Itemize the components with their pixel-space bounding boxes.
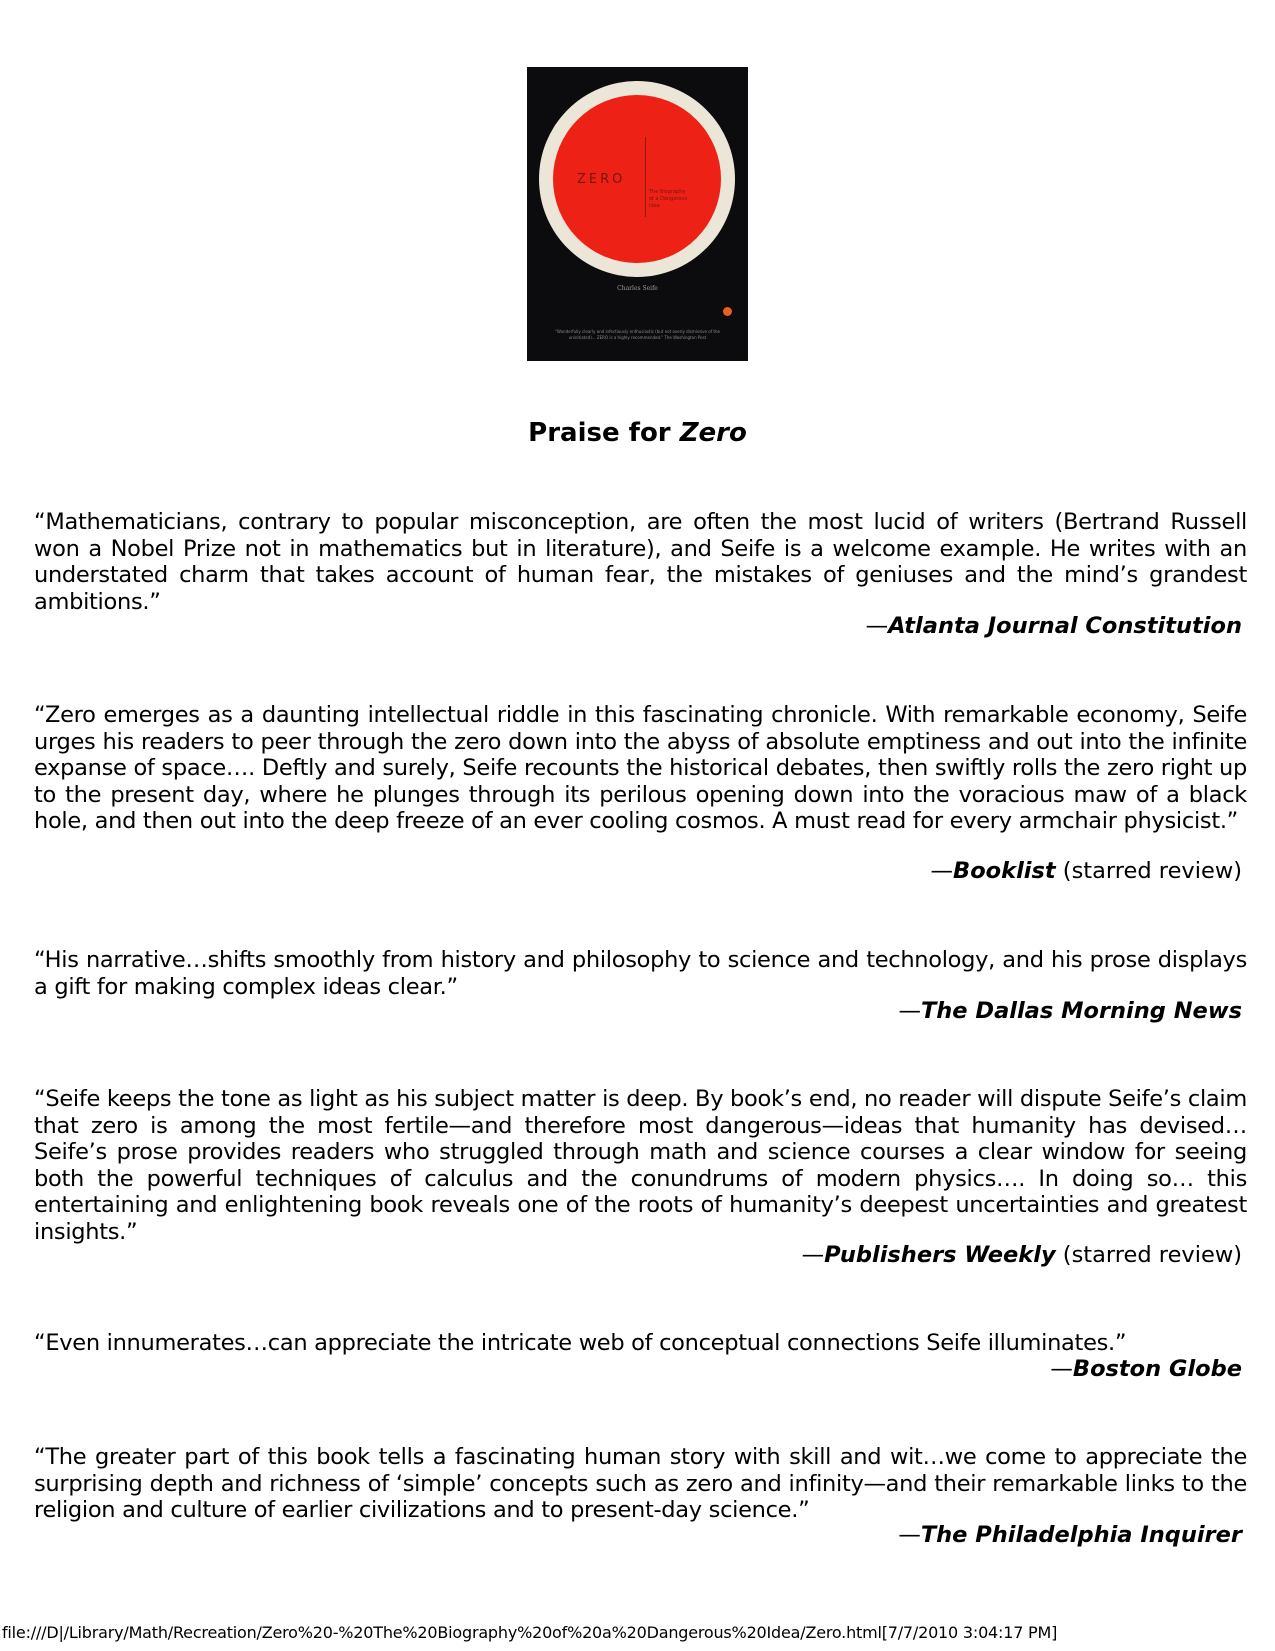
attribution-dash: — bbox=[930, 858, 954, 884]
review-quote-4: “Seife keeps the tone as light as his subject matter is deep. By book’s end, no reader will dispute Seife’s claim that zero is among the most fertile—and therefore most dangerous—ideas that humanity has devised…Seife’s prose provides readers who struggled through math and science courses a clear window for seeing both the powerful techniques of calculus and the conundrums of modern physics…. In doing so… this entertaining and enlightening book reveals one of the roots of humanity’s deepest uncertainties and greatest insights.” bbox=[34, 1086, 1247, 1245]
review-attribution-4 bbox=[802, 1242, 1242, 1269]
page-title bbox=[0, 418, 1275, 448]
review-attribution-6 bbox=[898, 1522, 1242, 1549]
page-title-prefix: Praise for bbox=[528, 418, 680, 448]
page-footer-path: file:///D|/Library/Math/Recreation/Zero%20-%20The%20Biography%20of%20a%20Dangerous%20Idea/Zero.html[7/7/2010 3:04:17 PM] bbox=[2, 1623, 1058, 1642]
cover-vertical-line bbox=[645, 137, 646, 217]
cover-title: ZERO bbox=[577, 172, 626, 187]
review-quote-6: “The greater part of this book tells a fascinating human story with skill and wit…we come to appreciate the surprising depth and richness of ‘simple’ concepts such as zero and infinity—and their remarkable links to the religion and culture of earlier civilizations and to present-day science.” bbox=[34, 1444, 1247, 1523]
review-quote-1: “Mathematicians, contrary to popular misconception, are often the most lucid of writers (Bertrand Russell won a Nobel Prize not in mathematics but in literature), and Seife is a welcome example. He writes with an understated charm that takes account of human fear, the mistakes of geniuses and the mind’s grandest ambitions.” bbox=[34, 509, 1247, 615]
review-source-1: Atlanta Journal Constitution bbox=[888, 613, 1242, 639]
review-note-4: (starred review) bbox=[1055, 1242, 1242, 1268]
attribution-dash: — bbox=[1050, 1356, 1073, 1382]
review-attribution-2 bbox=[931, 858, 1242, 885]
review-attribution-3 bbox=[898, 998, 1242, 1025]
review-source-4: Publishers Weekly bbox=[824, 1242, 1056, 1268]
cover-blurb: "Wonderfully clearly and infectiously enthusiastic (but not overly dismissive of the uninitiated)... ZERO is a highly recommended." The Washington Post bbox=[555, 329, 720, 340]
cover-subtitle: The Biography of a Dangerous Idea bbox=[649, 189, 688, 209]
publisher-logo-icon bbox=[723, 307, 732, 316]
attribution-dash: — bbox=[801, 1242, 825, 1268]
attribution-dash: — bbox=[898, 1522, 921, 1548]
review-attribution-1 bbox=[866, 613, 1242, 640]
cover-author: Charles Seife bbox=[617, 285, 658, 292]
review-quote-2: “Zero emerges as a daunting intellectual riddle in this fascinating chronicle. With remarkable economy, Seife urges his readers to peer through the zero down into the abyss of absolute emptiness and out into the infinite expanse of space…. Deftly and surely, Seife recounts the historical debates, then swiftly rolls the zero right up to the present day, where he plunges through its perilous opening down into the voracious maw of a black hole, and then out into the deep freeze of an ever cooling cosmos. A must read for every armchair physicist.” bbox=[34, 702, 1247, 834]
review-quote-3: “His narrative…shifts smoothly from history and philosophy to science and technology, and his prose displays a gift for making complex ideas clear.” bbox=[34, 947, 1247, 1000]
attribution-dash: — bbox=[865, 613, 889, 639]
review-attribution-5 bbox=[1050, 1356, 1242, 1383]
review-source-5: Boston Globe bbox=[1072, 1356, 1242, 1382]
review-source-3: The Dallas Morning News bbox=[920, 998, 1242, 1024]
page-title-book: Zero bbox=[679, 418, 747, 448]
attribution-dash: — bbox=[898, 998, 921, 1024]
review-source-6: The Philadelphia Inquirer bbox=[920, 1522, 1242, 1548]
review-quote-5: “Even innumerates…can appreciate the intricate web of conceptual connections Seife illuminates.” bbox=[34, 1330, 1127, 1356]
review-source-2: Booklist bbox=[953, 858, 1056, 884]
review-note-2: (starred review) bbox=[1055, 858, 1242, 884]
book-cover-image bbox=[527, 67, 748, 361]
